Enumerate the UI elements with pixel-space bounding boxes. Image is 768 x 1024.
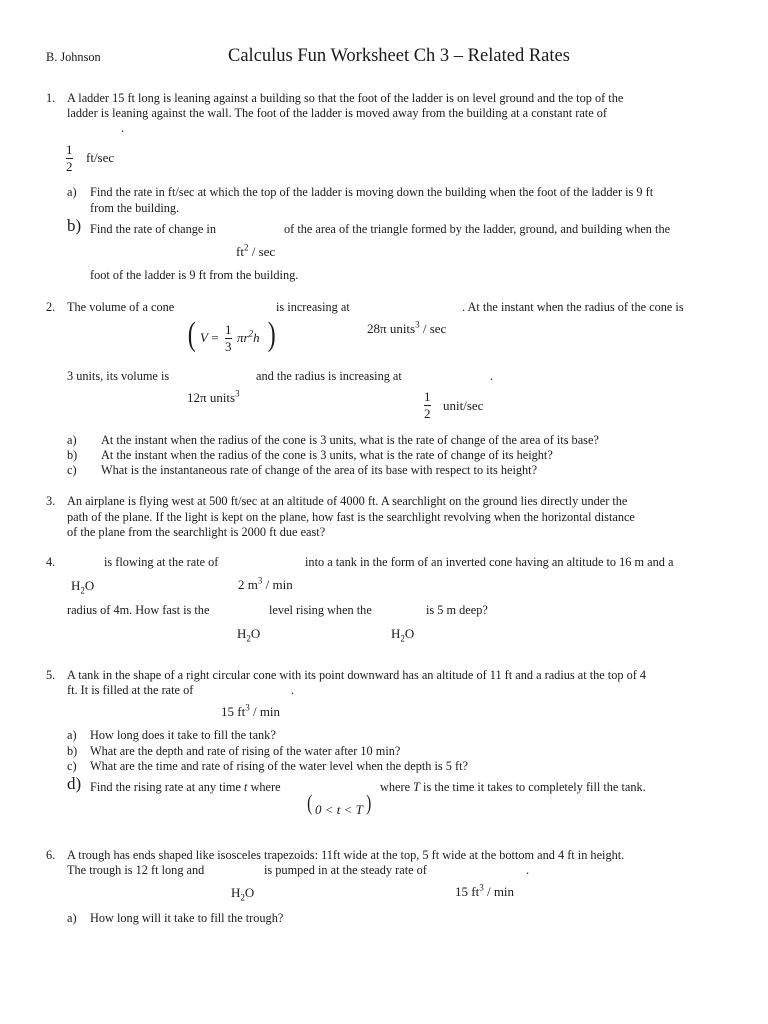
problem-5c-label: c) [67, 759, 77, 773]
problem-4-line2b: level rising when the [269, 603, 372, 617]
problem-5c-text: What are the time and rate of rising of the water level when the depth is 5 ft? [90, 759, 468, 773]
problem-1b-unit: $ft^2$ / sec [236, 242, 276, 259]
ineq-right-paren: ) [366, 790, 372, 815]
problem-1b-line2: foot of the ladder is 9 ft from the building. [90, 268, 299, 282]
problem-4-line1a: is flowing at the rate of [104, 555, 219, 569]
problem-6-line1: A trough has ends shaped like isosceles trapezoids: 11ft wide at the top, 5 ft wide at the bottom and 4 ft in height. [67, 848, 625, 862]
problem-2-rate: 28π units$^3$ / sec [367, 319, 447, 336]
problem-5b-text: What are the depth and rate of rising of the water after 10 min? [90, 744, 401, 758]
problem-1a-label: a) [67, 185, 77, 199]
problem-2b-text: At the instant when the radius of the cone is 3 units, what is the rate of change of its height? [101, 448, 553, 462]
problem-2-radius-rate-unit: unit/sec [443, 398, 484, 413]
problem-5b-label: b) [67, 744, 78, 758]
problem-5-number: 5. [46, 668, 56, 682]
problem-5-line1: A tank in the shape of a right circular cone with its point downward has an altitude of 11 ft and a radius at the top of 4 [67, 668, 647, 682]
problem-1b-line1b: of the area of the triangle formed by the ladder, ground, and building when the [284, 222, 671, 236]
problem-1-text-line2-end: . [121, 121, 125, 135]
problem-5a-text: How long does it take to fill the tank? [90, 728, 276, 742]
problem-6-h2o: $H_2O$ [231, 885, 255, 903]
problem-4-line2a: radius of 4m. How fast is the [67, 603, 210, 617]
problem-4-rate: 2 $m^3$ / min [238, 575, 293, 592]
problem-6-rate: 15 $ft^3$ / min [455, 882, 515, 899]
problem-2c-text: What is the instantaneous rate of change of the area of its base with respect to its height? [101, 463, 538, 477]
problem-5d-label: d) [67, 774, 82, 793]
problem-2-line1b: is increasing at [276, 300, 350, 314]
problem-2-line2b: and the radius is increasing at [256, 369, 402, 383]
problem-4-line1b: into a tank in the form of an inverted cone having an altitude to 16 m and a [305, 555, 674, 569]
formula-tail: $\pi r^2h$ [237, 328, 260, 345]
problem-4-h2o-3: $H_2O$ [391, 626, 415, 644]
problem-4-h2o-1: $H_2O$ [71, 578, 95, 596]
problem-5d-text-end: where T is the time it takes to completely fill the tank. [380, 780, 646, 794]
problem-2-number: 2. [46, 300, 56, 314]
problem-1a-line2: from the building. [90, 201, 180, 215]
problem-2-volume: 12π units$^3$ [187, 388, 240, 405]
problem-6-number: 6. [46, 848, 56, 862]
problem-3-line2: path of the plane. If the light is kept on the plane, how fast is the searchlight revolving when the horizontal distance [67, 510, 635, 524]
problem-3-line1: An airplane is flying west at 500 ft/sec at an altitude of 4000 ft. A searchlight on the ground lies directly under the [67, 494, 628, 508]
formula-right-paren: ) [267, 316, 276, 353]
problem-1b-line1a: Find the rate of change in [90, 222, 217, 236]
ineq-left-paren: ( [307, 790, 313, 815]
problem-3-number: 3. [46, 494, 56, 508]
problem-2-line1a: The volume of a cone [67, 300, 175, 314]
problem-1-rate-fraction: $\frac{1}{2}$ [66, 142, 73, 174]
problem-4-number: 4. [46, 555, 56, 569]
problem-5-rate: 15 $ft^3$ / min [221, 702, 281, 719]
problem-6-line2a: The trough is 12 ft long and [67, 863, 205, 877]
problem-2-line1c: . At the instant when the radius of the cone is [462, 300, 684, 314]
problem-1b-label: b) [67, 216, 82, 235]
problem-5-line2b: . [291, 683, 295, 697]
formula-v: V = [200, 330, 219, 345]
problem-3-line3: of the plane from the searchlight is 2000 ft due east? [67, 525, 326, 539]
problem-5d-inequality: 0 < t < T [315, 802, 363, 817]
problem-2a-text: At the instant when the radius of the cone is 3 units, what is the rate of change of the area of its base? [101, 433, 599, 447]
worksheet-title: Calculus Fun Worksheet Ch 3 – Related Rates [228, 46, 570, 66]
problem-4-h2o-2: $H_2O$ [237, 626, 261, 644]
problem-4-line2c: is 5 m deep? [426, 603, 488, 617]
problem-2-line2c: . [490, 369, 494, 383]
problem-2c-label: c) [67, 463, 77, 477]
problem-2b-label: b) [67, 448, 78, 462]
problem-5a-label: a) [67, 728, 77, 742]
problem-1-text-line1: A ladder 15 ft long is leaning against a building so that the foot of the ladder is on level ground and the top of the [67, 91, 624, 105]
problem-6a-label: a) [67, 911, 77, 925]
problem-2a-label: a) [67, 433, 77, 447]
problem-1-number: 1. [46, 91, 56, 105]
formula-fraction: $\frac{1}{3}$ [225, 322, 232, 354]
problem-1a-line1: Find the rate in ft/sec at which the top of the ladder is moving down the building when the foot of the ladder is 9 ft [90, 185, 654, 199]
problem-6a-text: How long will it take to fill the trough? [90, 911, 284, 925]
formula-left-paren: ( [187, 316, 196, 353]
problem-1-rate-unit: ft/sec [86, 150, 115, 165]
problem-5d-text: Find the rising rate at any time t where [90, 780, 281, 794]
problem-6-line2b: is pumped in at the steady rate of [264, 863, 427, 877]
problem-6-line2c: . [526, 863, 530, 877]
problem-1-text-line2: ladder is leaning against the wall. The foot of the ladder is moved away from the building at a constant rate of [67, 106, 607, 120]
problem-2-line2a: 3 units, its volume is [67, 369, 170, 383]
problem-5-line2a: ft. It is filled at the rate of [67, 683, 194, 697]
problem-2-radius-rate-fraction: $\frac{1}{2}$ [424, 389, 431, 421]
author-name: B. Johnson [46, 50, 101, 64]
